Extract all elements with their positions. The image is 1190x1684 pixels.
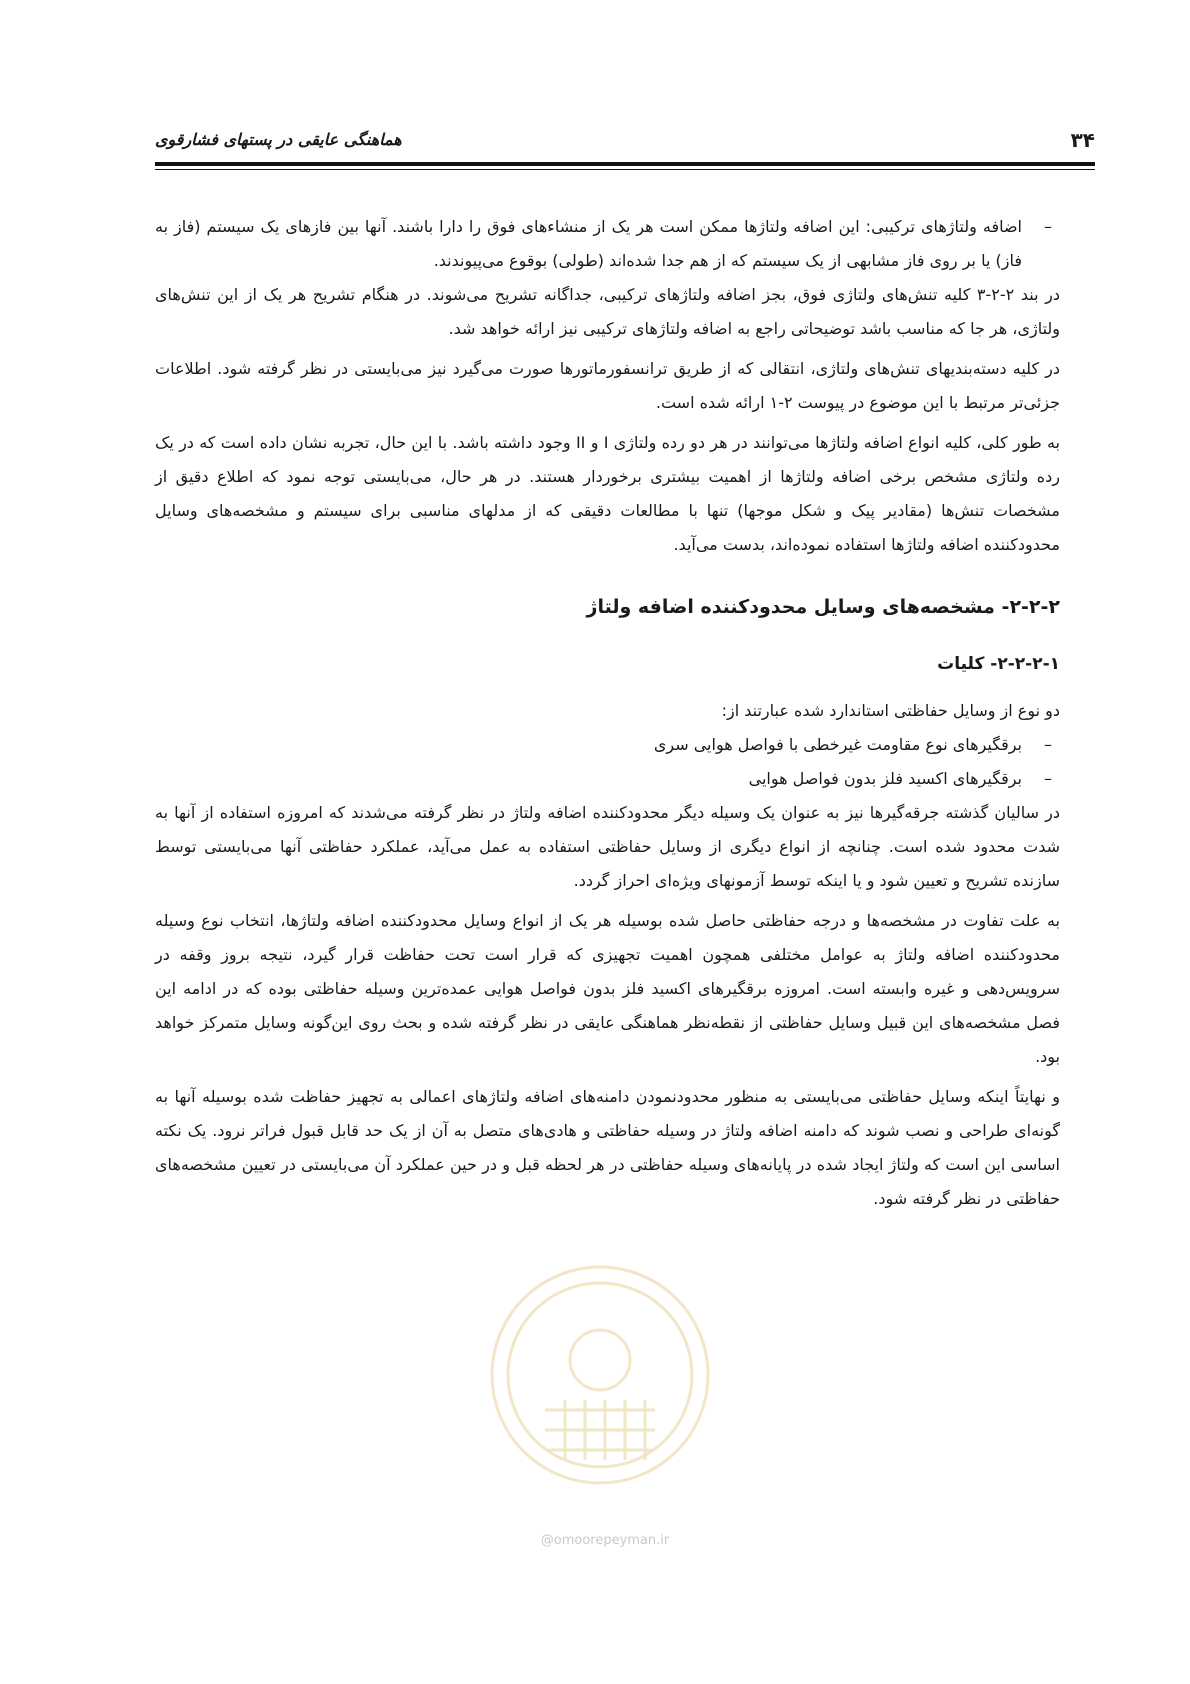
bullet-text: اضافه ولتاژهای ترکیبی: این اضافه ولتاژها ممکن است هر یک از منشاءهای فوق را دارا باشند. آنها بین فازهای یک سیستم (فاز به فاز) یا بر روی فاز مشابهی از یک سیستم که از هم جدا شده‌اند (طولی) بوقوع می‌پیوندند. — [155, 217, 1022, 270]
watermark-seal-icon — [485, 1260, 715, 1490]
running-title: هماهنگی عایقی در پستهای فشارقوی — [155, 130, 402, 149]
page-header — [155, 128, 1095, 152]
paragraph: به علت تفاوت در مشخصه‌ها و درجه حفاظتی حاصل شده بوسیله هر یک از انواع وسایل محدودکننده اضافه ولتاژها، انتخاب نوع وسیله محدودکننده اضافه ولتاژ به عوامل مختلفی همچون اهمیت تجهیزی که قرار است تحت حفاظت قرار گیرد، نتیجه بروز وقفه در سرویس‌دهی و غیره وابسته است. امروزه برقگیرهای اکسید فلز بدون فواصل هوایی عمده‌ترین وسیله حفاظتی بوده که در ادامه این فصل مشخصه‌های این قبیل وسایل حفاظتی از نقطه‌نظر هماهنگی عایقی در نظر گرفته شده و بحث روی این‌گونه وسایل متمرکز خواهد بود. — [155, 911, 1060, 1066]
watermark-text: @omoorepeyman.ir — [540, 1533, 670, 1548]
bullet-combined-overvoltages — [155, 210, 1060, 278]
header-rule-thin — [155, 169, 1095, 170]
paragraph: در سالیان گذشته جرقه‌گیرها نیز به عنوان یک وسیله دیگر محدودکننده اضافه ولتاژ در نظر گرفته می‌شدند که امروزه استفاده از آنها به شدت محدود شده است. چنانچه از انواع دیگری از وسایل حفاظتی استفاده به عمل می‌آید، عملکرد حفاظتی آنها می‌بایستی توسط سازنده تشریح و تعیین شود و یا اینکه توسط آزمونهای ویژه‌ای احراز گردد. — [155, 803, 1060, 890]
bullet-text: برقگیرهای اکسید فلز بدون فواصل هوایی — [748, 769, 1022, 788]
paragraph: دو نوع از وسایل حفاظتی استاندارد شده عبارتند از: — [721, 701, 1060, 720]
bullet-text: برقگیرهای نوع مقاومت غیرخطی با فواصل هوایی سری — [653, 735, 1022, 754]
bullet-gapped-arrester — [155, 728, 1060, 762]
section-heading: ۲-۲-۲- مشخصه‌های وسایل محدودکننده اضافه ولتاژ — [586, 596, 1060, 618]
bullet-dash: – — [1044, 217, 1052, 236]
paragraph: و نهایتاً اینکه وسایل حفاظتی می‌بایستی به منظور محدودنمودن دامنه‌های اضافه ولتاژهای اعمالی به تجهیز حفاظت شده بوسیله آنها به گونه‌ای طراحی و نصب شوند که دامنه اضافه ولتاژ در وسیله حفاظتی و هادی‌های متصل به آن از یک حد قابل قبول فراتر نرود. یک نکته اساسی این است که ولتاژ ایجاد شده در پایانه‌های وسیله حفاظتی در هر لحظه قبل و در حین عملکرد آن می‌بایستی در تعیین مشخصه‌های حفاظتی در نظر گرفته شود. — [155, 1087, 1060, 1208]
subsection-heading: ۲-۲-۲-۱- کلیات — [937, 654, 1060, 674]
bullet-mo-arrester — [155, 762, 1060, 796]
bullet-dash: – — [1044, 735, 1052, 754]
header-rule-thick — [155, 162, 1095, 166]
page-body — [155, 210, 1060, 1222]
paragraph: در کلیه دسته‌بندیهای تنش‌های ولتاژی، انتقالی که از طریق ترانسفورماتورها صورت می‌گیرد نیز می‌بایستی در نظر گرفته شود. اطلاعات جزئی‌تر مرتبط با این موضوع در پیوست ۲-۱ ارائه شده است. — [155, 359, 1060, 412]
bullet-dash: – — [1044, 769, 1052, 788]
paragraph: به طور کلی، کلیه انواع اضافه ولتاژها می‌توانند در هر دو رده ولتاژی I و II وجود داشته باشد. با این حال، تجربه نشان داده است که در یک رده ولتاژی مشخص برخی اضافه ولتاژها از اهمیت بیشتری برخوردار هستند. در هر حال، می‌بایستی توجه نمود که اطلاع دقیق از مشخصات تنش‌ها (مقادیر پیک و شکل موجها) تنها با مطالعات دقیقی که از مدلهای مناسبی برای سیستم و مشخصه‌های وسایل محدودکننده اضافه ولتاژها استفاده نموده‌اند، بدست می‌آید. — [155, 433, 1061, 554]
paragraph: در بند ۲-۲-۳ کلیه تنش‌های ولتاژی فوق، بجز اضافه ولتاژهای ترکیبی، جداگانه تشریح می‌شوند. در هنگام تشریح هر یک از این تنش‌های ولتاژی، هر جا که مناسب باشد توضیحاتی راجع به اضافه ولتاژهای ترکیبی نیز ارائه خواهد شد. — [155, 285, 1060, 338]
page-number: ۳۴ — [1070, 128, 1095, 152]
